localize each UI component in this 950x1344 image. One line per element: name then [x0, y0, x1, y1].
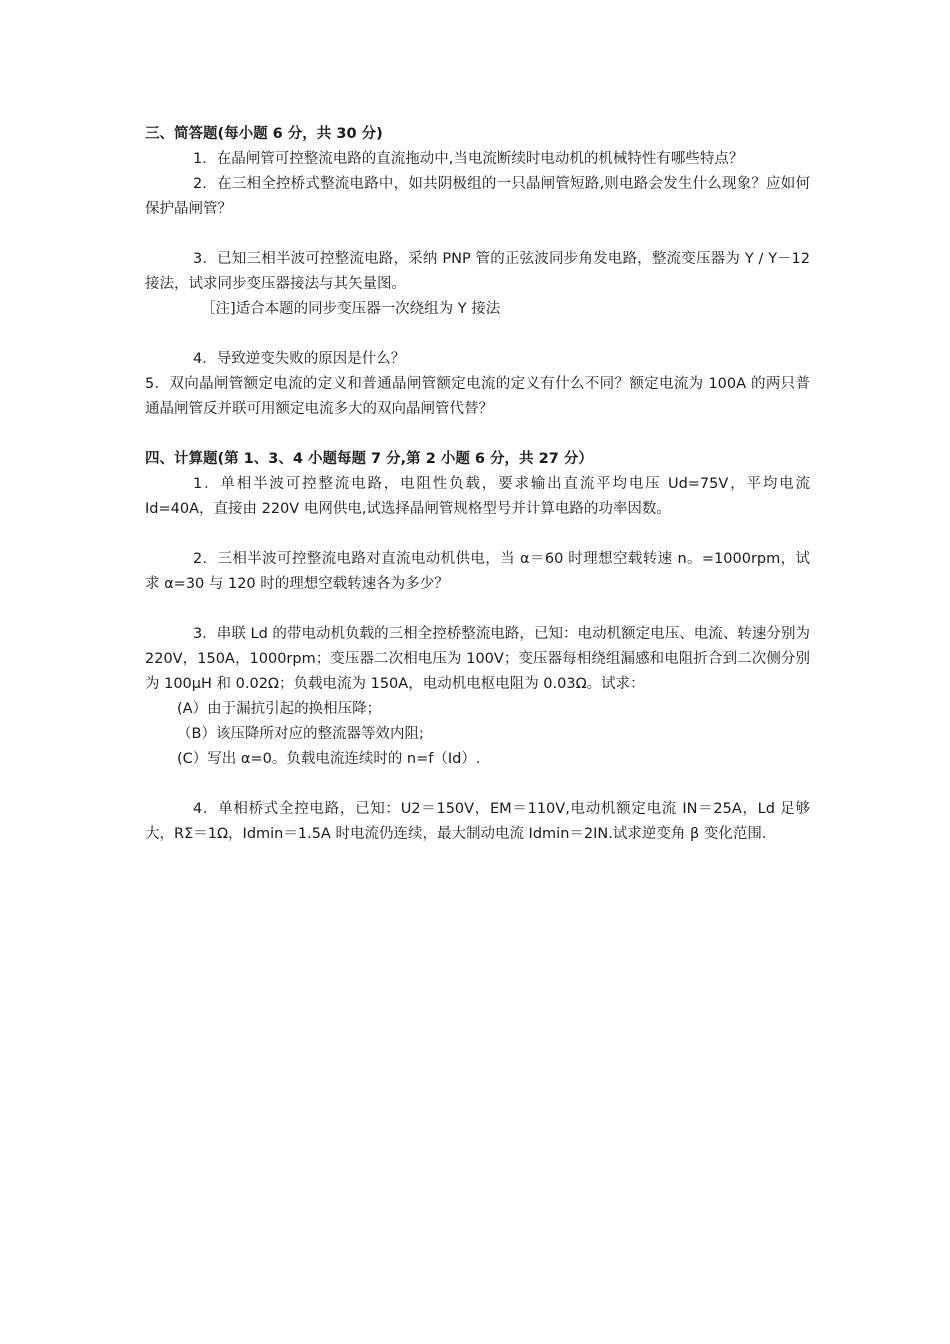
section-4-heading: 四、计算题(第 1、3、4 小题每题 7 分,第 2 小题 6 分，共 27 分） — [145, 451, 593, 467]
section-4-question-2: 2．三相半波可控整流电路对直流电动机供电，当 α＝60 时理想空载转速 n。=1000rpm，试求 α=30 与 120 时的理想空载转速各为多少？ — [145, 551, 810, 592]
spacer — [145, 322, 810, 347]
spacer — [145, 422, 810, 447]
spacer — [145, 522, 810, 547]
section-3-question-4: 4．导致逆变失败的原因是什么？ — [193, 351, 406, 367]
section-3-question-3: 3．已知三相半波可控整流电路，采纳 PNP 管的正弦波同步角发电路，整流变压器为 Y / Y－12 接法，试求同步变压器接法与其矢量图。 — [145, 251, 810, 292]
section-4-question-3-part-c: (C）写出 α=0。负载电流连续时的 n=f（Id）. — [177, 751, 481, 767]
section-4-question-3-part-b: （B）该压降所对应的整流器等效内阻; — [177, 726, 424, 742]
section-3-question-5: 5．双向晶闸管额定电流的定义和普通晶闸管额定电流的定义有什么不同？额定电流为 100A 的两只普通晶闸管反并联可用额定电流多大的双向晶闸管代替？ — [145, 376, 810, 417]
section-3-question-3-note: ［注]适合本题的同步变压器一次绕组为 Y 接法 — [201, 301, 501, 317]
spacer — [145, 222, 810, 247]
section-4-question-3-part-a: (A）由于漏抗引起的换相压降； — [177, 701, 382, 717]
section-4-question-3: 3．串联 Ld 的带电动机负载的三相全控桥整流电路，已知：电动机额定电压、电流、转速分别为 220V，150A，1000rpm；变压器二次相电压为 100V；变压器每相绕组漏感和电阻折合到二次侧分别为 100μH 和 0.02Ω；负载电流为 150A，电动机电枢电阻为 0.03Ω。试求： — [145, 626, 810, 692]
spacer — [145, 772, 810, 797]
section-3-question-1: 1．在晶闸管可控整流电路的直流拖动中,当电流断续时电动机的机械特性有哪些特点？ — [193, 151, 744, 167]
page-content — [145, 122, 810, 847]
section-3-question-2: 2．在三相全控桥式整流电路中，如共阴极组的一只晶闸管短路,则电路会发生什么现象？应如何保护晶闸管？ — [145, 176, 810, 217]
section-4-question-1: 1．单相半波可控整流电路，电阻性负载，要求输出直流平均电压 Ud=75V，平均电流 Id=40A，直接由 220V 电网供电,试选择晶闸管规格型号并计算电路的功率因数。 — [145, 476, 810, 517]
section-3-heading: 三、简答题(每小题 6 分，共 30 分) — [145, 126, 383, 142]
section-4-question-4: 4．单相桥式全控电路，已知：U2＝150V，EM＝110V,电动机额定电流 IN＝25A，Ld 足够大，RΣ＝1Ω，Idmin＝1.5A 时电流仍连续，最大制动电流 Idmin＝2IN.试求逆变角 β 变化范围. — [145, 801, 810, 842]
spacer — [145, 597, 810, 622]
